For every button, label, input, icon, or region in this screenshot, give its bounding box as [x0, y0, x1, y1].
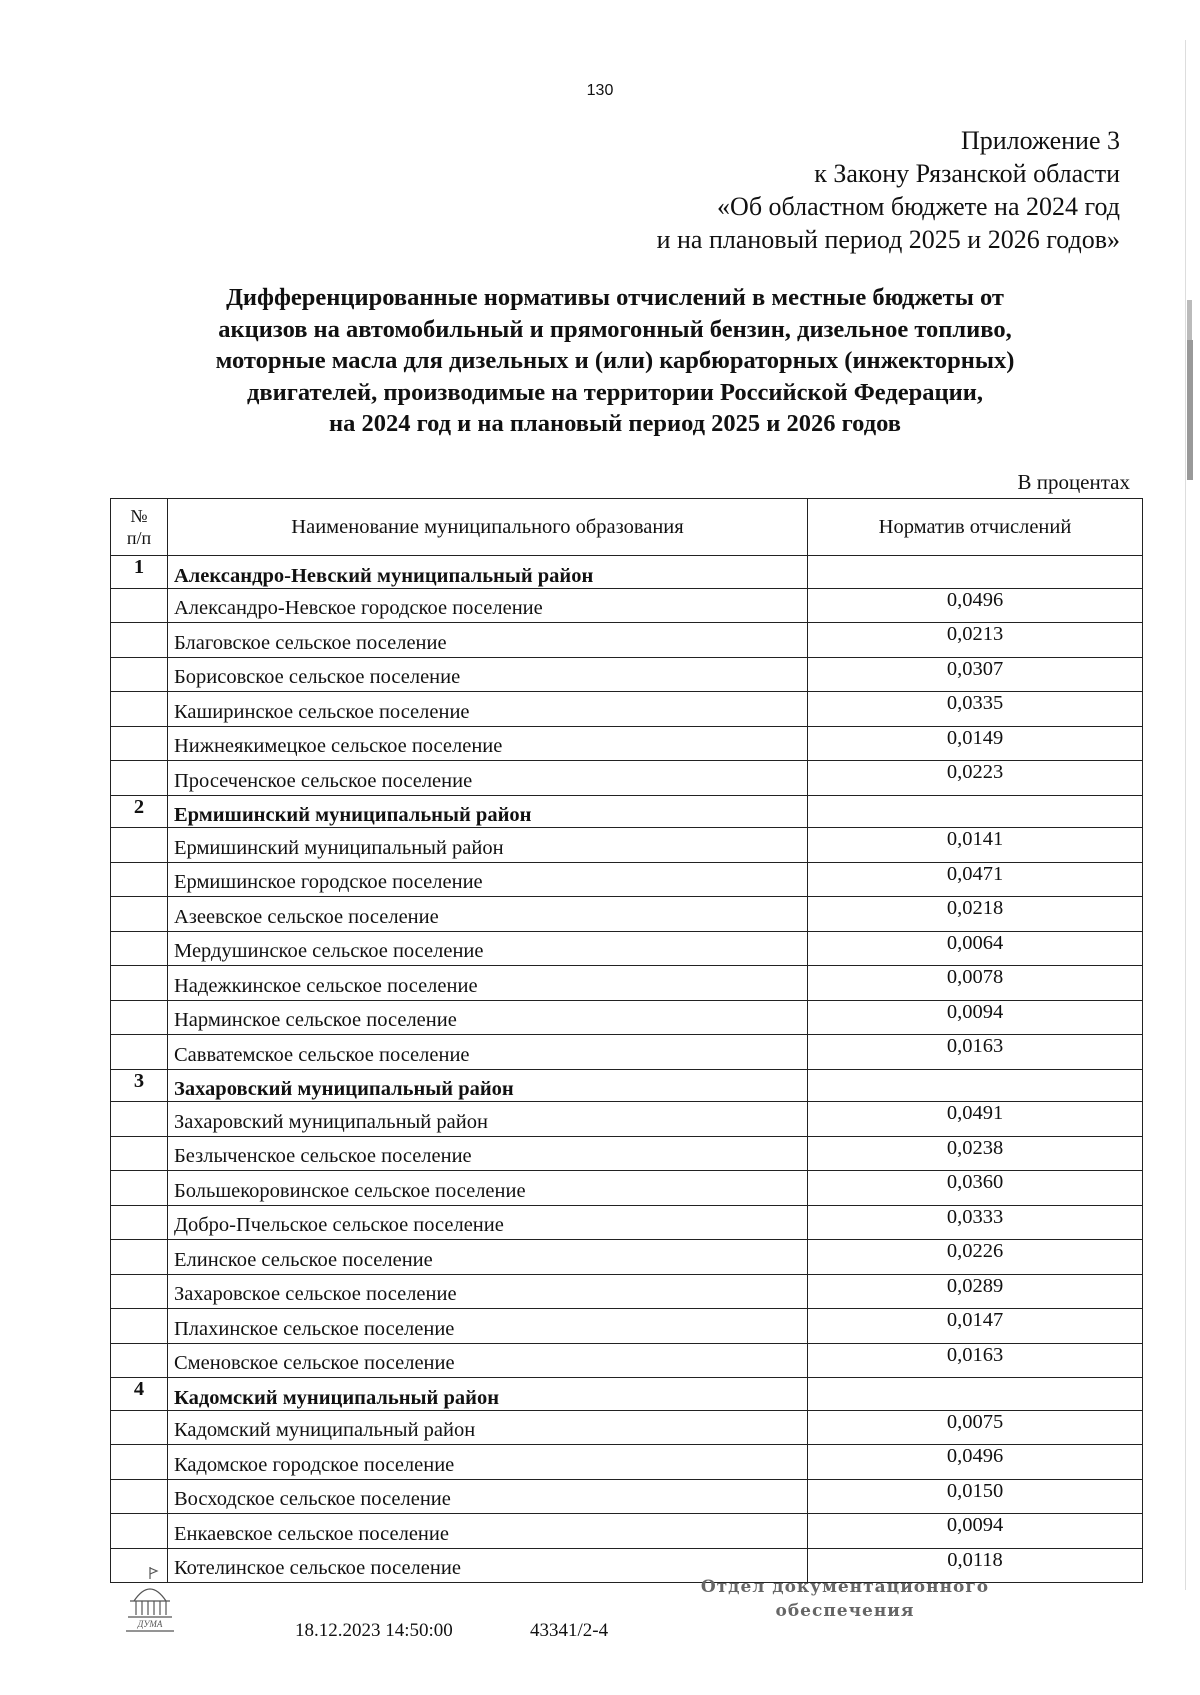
row-number-cell [111, 1000, 168, 1035]
row-number-cell [111, 761, 168, 796]
table-row [111, 1000, 1143, 1035]
district-row [111, 1378, 1143, 1411]
header-number-abbr: п/п [126, 528, 152, 548]
norm-value-cell [808, 795, 1143, 828]
row-number-cell [111, 828, 168, 863]
municipality-name-cell: Захаровское сельское поселение [168, 1274, 808, 1309]
municipality-name-cell: Нарминское сельское поселение [168, 1000, 808, 1035]
norm-value-cell [808, 1069, 1143, 1102]
header-value: Норматив отчислений [808, 499, 1143, 556]
row-number-cell [111, 862, 168, 897]
table-row [111, 1343, 1143, 1378]
table-row [111, 1479, 1143, 1514]
row-number-cell [111, 966, 168, 1001]
logo-text: ДУМА [137, 1619, 163, 1629]
norm-value-cell: 0,0226 [808, 1240, 1143, 1275]
table-row [111, 1514, 1143, 1549]
district-row [111, 1069, 1143, 1102]
norm-value-cell: 0,0163 [808, 1035, 1143, 1070]
row-number-cell [111, 726, 168, 761]
table-row [111, 726, 1143, 761]
title-line: Дифференцированные нормативы отчислений в местные бюджеты от [226, 284, 1004, 311]
norm-value-cell: 0,0471 [808, 862, 1143, 897]
municipality-name-cell: Ермишинский муниципальный район [168, 828, 808, 863]
table-row [111, 1102, 1143, 1137]
row-number-cell [111, 1136, 168, 1171]
norm-value-cell: 0,0218 [808, 897, 1143, 932]
municipality-name-cell: Елинское сельское поселение [168, 1240, 808, 1275]
norm-value-cell: 0,0075 [808, 1410, 1143, 1445]
row-number-cell: 4 [111, 1378, 168, 1411]
norm-value-cell: 0,0064 [808, 931, 1143, 966]
municipality-name-cell: Плахинское сельское поселение [168, 1309, 808, 1344]
department-stamp [700, 1575, 990, 1623]
norm-value-cell: 0,0307 [808, 657, 1143, 692]
norm-value-cell: 0,0496 [808, 588, 1143, 623]
municipality-name-cell: Каширинское сельское поселение [168, 692, 808, 727]
norm-value-cell: 0,0149 [808, 726, 1143, 761]
table-header-row [111, 499, 1143, 556]
municipality-name-cell: Кадомский муниципальный район [168, 1378, 808, 1411]
row-number-cell [111, 1171, 168, 1206]
row-number-cell [111, 1445, 168, 1480]
stamp-line: Отдел документационного [700, 1577, 990, 1597]
row-number-cell [111, 1274, 168, 1309]
row-number-cell: 3 [111, 1069, 168, 1102]
municipality-name-cell: Борисовское сельское поселение [168, 657, 808, 692]
municipality-name-cell: Александро-Невский муниципальный район [168, 556, 808, 589]
row-number-cell [111, 1102, 168, 1137]
row-number-cell [111, 931, 168, 966]
table-body [111, 556, 1143, 1583]
district-row [111, 795, 1143, 828]
municipality-name-cell: Ермишинское городское поселение [168, 862, 808, 897]
unit-label: В процентах [1017, 470, 1130, 494]
norm-value-cell: 0,0094 [808, 1000, 1143, 1035]
document-title [110, 282, 1120, 440]
stamp-line: обеспечения [775, 1601, 915, 1621]
table-row [111, 1445, 1143, 1480]
municipality-name-cell: Нижнеякимецкое сельское поселение [168, 726, 808, 761]
table-row [111, 966, 1143, 1001]
municipality-name-cell: Ермишинский муниципальный район [168, 795, 808, 828]
row-number-cell [111, 692, 168, 727]
table-row [111, 1205, 1143, 1240]
title-line: моторные масла для дизельных и (или) карбюраторных (инжекторных) [215, 347, 1015, 374]
municipality-name-cell: Захаровский муниципальный район [168, 1102, 808, 1137]
appendix-reference [657, 124, 1120, 256]
municipality-name-cell: Сменовское сельское поселение [168, 1343, 808, 1378]
title-line: на 2024 год и на плановый период 2025 и 2026 годов [328, 410, 901, 437]
table-row [111, 1309, 1143, 1344]
district-row [111, 556, 1143, 589]
row-number-cell [111, 588, 168, 623]
municipality-name-cell: Надежкинское сельское поселение [168, 966, 808, 1001]
appendix-line: Приложение 3 [960, 126, 1120, 155]
municipality-name-cell: Азеевское сельское поселение [168, 897, 808, 932]
scan-edge-marks [1180, 40, 1194, 1590]
norm-value-cell: 0,0213 [808, 623, 1143, 658]
table-row [111, 1274, 1143, 1309]
municipality-name-cell: Савватемское сельское поселение [168, 1035, 808, 1070]
table-row [111, 1171, 1143, 1206]
table-row [111, 588, 1143, 623]
norm-value-cell: 0,0360 [808, 1171, 1143, 1206]
table-row [111, 1035, 1143, 1070]
norm-value-cell: 0,0333 [808, 1205, 1143, 1240]
municipality-name-cell: Александро-Невское городское поселение [168, 588, 808, 623]
row-number-cell: 2 [111, 795, 168, 828]
table-row [111, 657, 1143, 692]
municipality-name-cell: Кадомский муниципальный район [168, 1410, 808, 1445]
table-row [111, 761, 1143, 796]
row-number-cell [111, 1309, 168, 1344]
row-number-cell [111, 623, 168, 658]
header-number-symbol: № [130, 506, 148, 526]
municipality-name-cell: Добро-Пчельское сельское поселение [168, 1205, 808, 1240]
municipality-name-cell: Мердушинское сельское поселение [168, 931, 808, 966]
norm-value-cell: 0,0496 [808, 1445, 1143, 1480]
norm-value-cell: 0,0238 [808, 1136, 1143, 1171]
registration-datetime: 18.12.2023 14:50:00 [295, 1620, 453, 1641]
norm-value-cell: 0,0118 [808, 1548, 1143, 1583]
norm-value-cell: 0,0147 [808, 1309, 1143, 1344]
table-row [111, 1240, 1143, 1275]
norm-value-cell: 0,0094 [808, 1514, 1143, 1549]
norm-value-cell [808, 1378, 1143, 1411]
header-number [111, 499, 168, 556]
table-row [111, 897, 1143, 932]
norm-value-cell: 0,0491 [808, 1102, 1143, 1137]
table-row [111, 828, 1143, 863]
table-row [111, 623, 1143, 658]
norm-value-cell: 0,0150 [808, 1479, 1143, 1514]
norm-value-cell: 0,0223 [808, 761, 1143, 796]
municipality-name-cell: Енкаевское сельское поселение [168, 1514, 808, 1549]
municipality-name-cell: Благовское сельское поселение [168, 623, 808, 658]
norm-value-cell: 0,0335 [808, 692, 1143, 727]
municipality-name-cell: Безлыченское сельское поселение [168, 1136, 808, 1171]
row-number-cell [111, 657, 168, 692]
duma-logo [120, 1565, 180, 1635]
table-row [111, 1136, 1143, 1171]
row-number-cell [111, 1240, 168, 1275]
header-name: Наименование муниципального образования [168, 499, 808, 556]
title-line: акцизов на автомобильный и прямогонный бензин, дизельное топливо, [218, 315, 1012, 343]
norm-value-cell: 0,0289 [808, 1274, 1143, 1309]
municipality-name-cell: Котелинское сельское поселение [168, 1548, 808, 1583]
norms-table [110, 498, 1143, 1583]
municipality-name-cell: Восходское сельское поселение [168, 1479, 808, 1514]
municipality-name-cell: Просеченское сельское поселение [168, 761, 808, 796]
table-row [111, 862, 1143, 897]
municipality-name-cell: Большекоровинское сельское поселение [168, 1171, 808, 1206]
norm-value-cell: 0,0078 [808, 966, 1143, 1001]
title-line: двигателей, производимые на территории Российской Федерации, [247, 378, 983, 406]
table-row [111, 692, 1143, 727]
municipality-name-cell: Захаровский муниципальный район [168, 1069, 808, 1102]
municipality-name-cell: Кадомское городское поселение [168, 1445, 808, 1480]
row-number-cell [111, 1479, 168, 1514]
row-number-cell [111, 1205, 168, 1240]
page-number: 130 [586, 82, 614, 99]
row-number-cell [111, 1410, 168, 1445]
row-number-cell [111, 1343, 168, 1378]
table-row [111, 1410, 1143, 1445]
registration-number: 43341/2-4 [530, 1620, 609, 1641]
table-row [111, 931, 1143, 966]
appendix-line: к Закону Рязанской области [814, 159, 1120, 188]
appendix-line: и на плановый период 2025 и 2026 годов» [656, 225, 1120, 254]
norm-value-cell: 0,0163 [808, 1343, 1143, 1378]
row-number-cell [111, 1514, 168, 1549]
norm-value-cell [808, 556, 1143, 589]
row-number-cell [111, 897, 168, 932]
norm-value-cell: 0,0141 [808, 828, 1143, 863]
appendix-line: «Об областном бюджете на 2024 год [717, 192, 1120, 221]
row-number-cell: 1 [111, 556, 168, 589]
row-number-cell [111, 1035, 168, 1070]
